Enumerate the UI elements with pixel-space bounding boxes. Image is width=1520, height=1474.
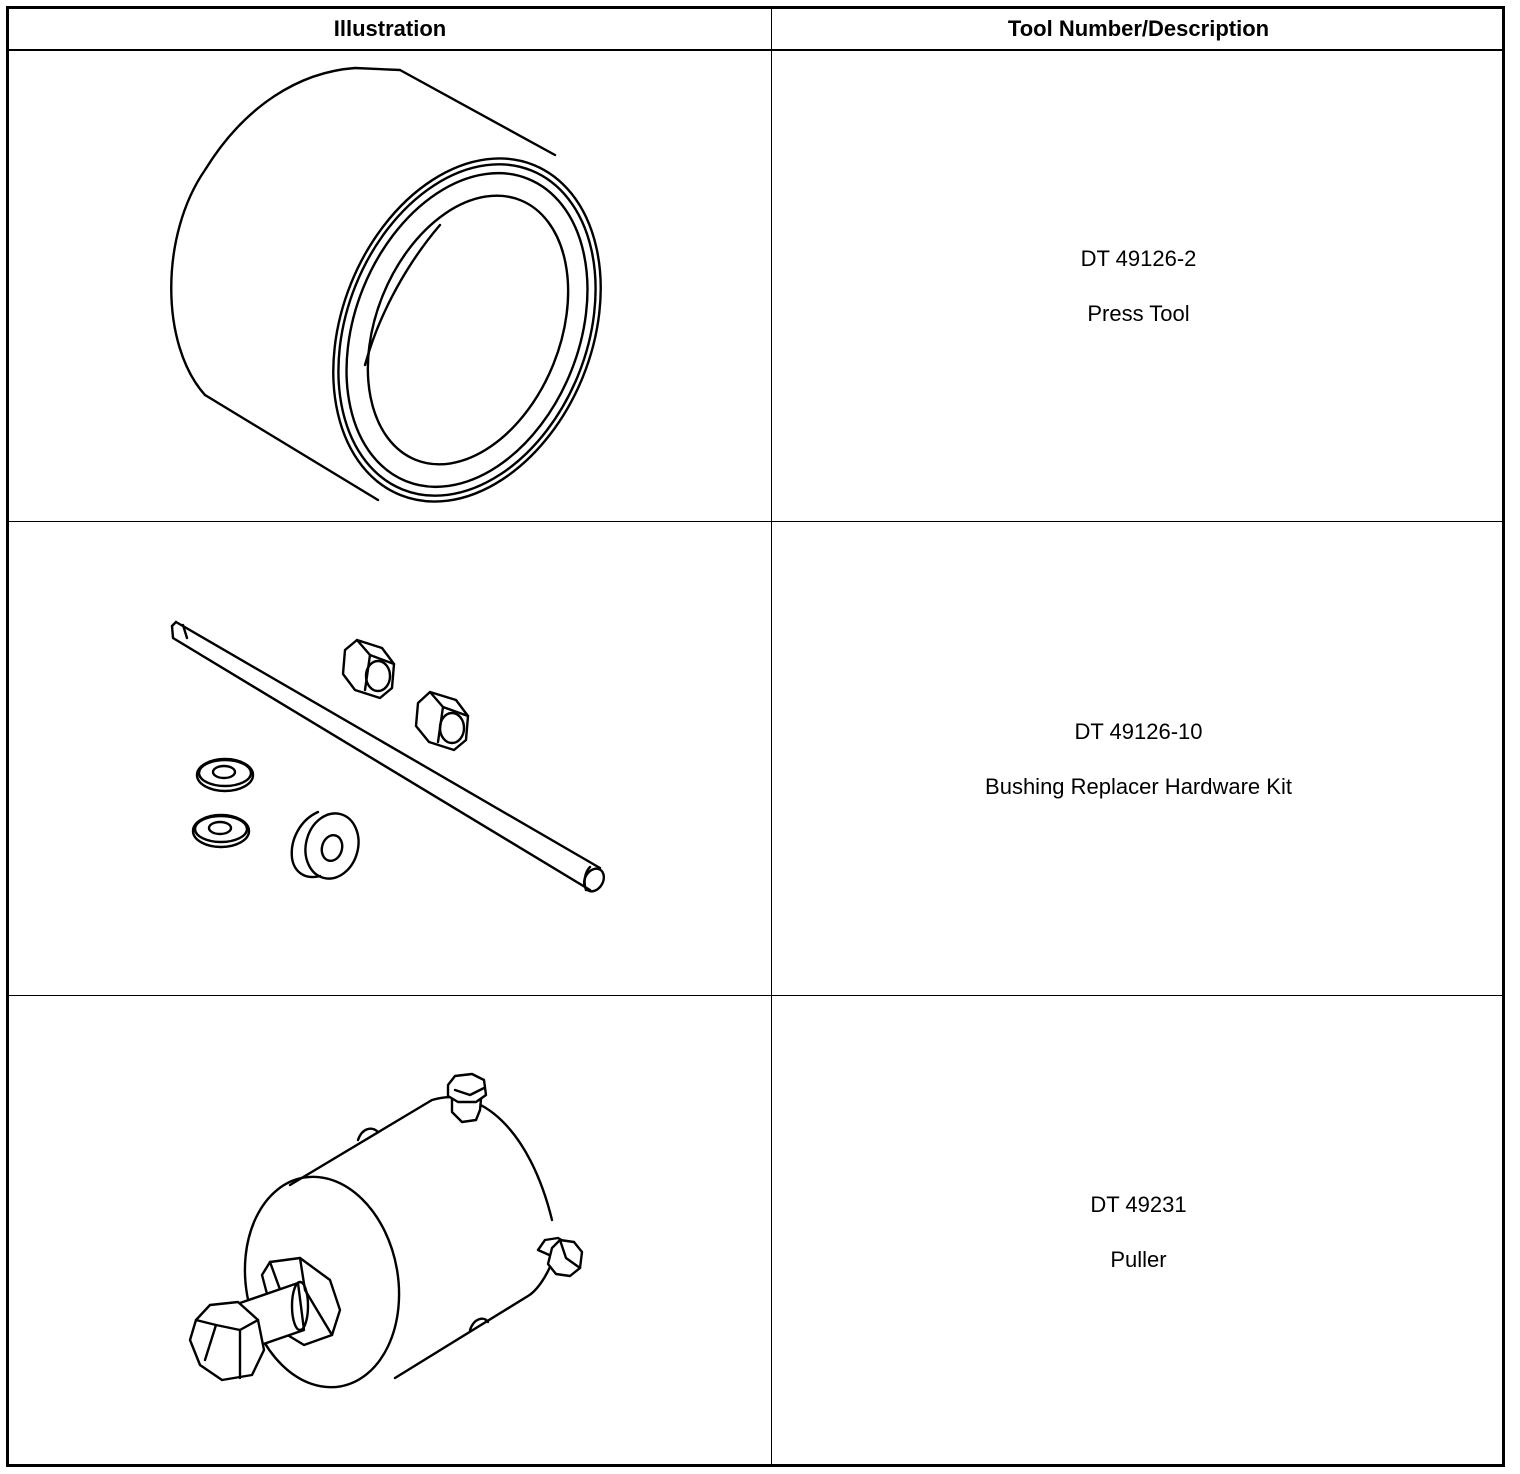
tool-number: DT 49126-10 (1074, 719, 1203, 744)
tool-description: Bushing Replacer Hardware Kit (985, 774, 1292, 799)
tool-description: Press Tool (1087, 301, 1190, 326)
tool-description: Puller (1110, 1247, 1167, 1272)
tool-number: DT 49126-2 (1080, 246, 1197, 271)
header-tool-number-description: Tool Number/Description (1007, 16, 1270, 41)
header-illustration: Illustration (333, 16, 447, 41)
tool-number: DT 49231 (1090, 1192, 1187, 1217)
